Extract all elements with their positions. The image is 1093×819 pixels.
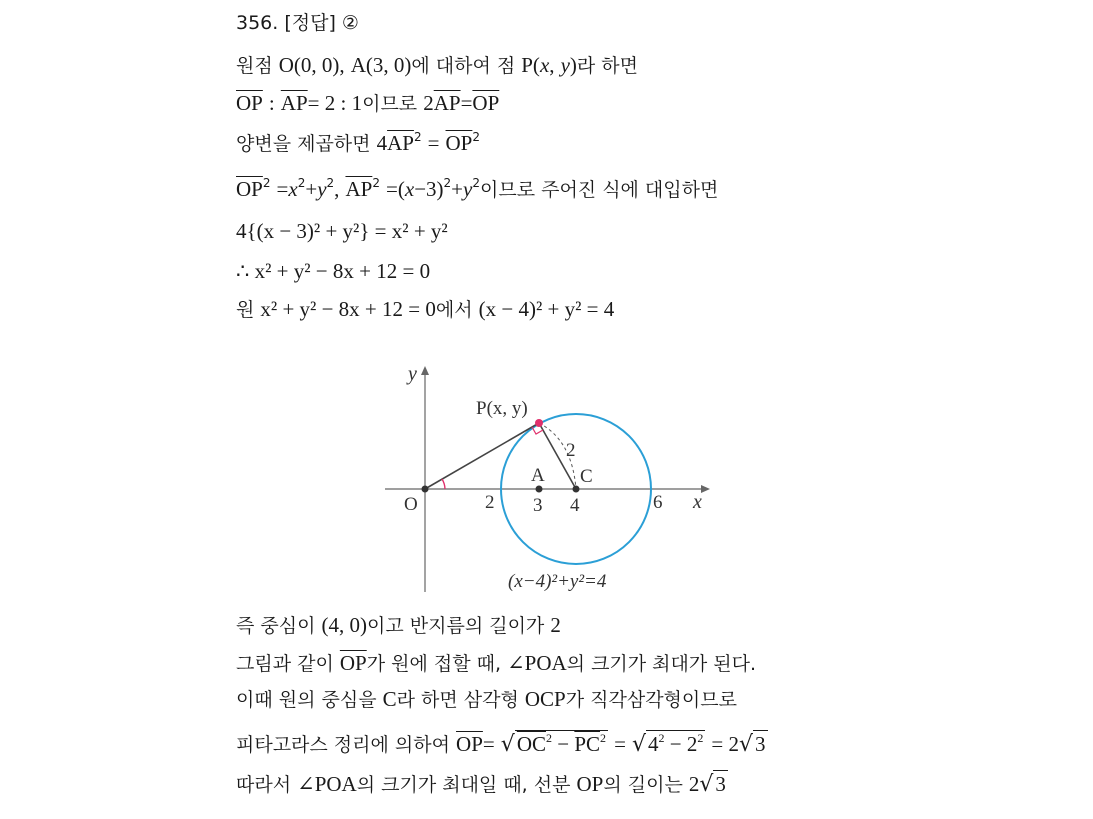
line-10: 이때 원의 중심을 C라 하면 삼각형 OCP가 직각삼각형이므로 [236,687,737,711]
label-y: y [408,363,417,385]
circle-figure [380,360,720,600]
tick-6: 6 [653,492,663,513]
circle-equation: (x−4)²+y²=4 [508,571,607,592]
angle-mark [442,479,445,489]
line-3: 양변을 제곱하면 $4\overline{AP}^2 = \overline{OP}^2$ [236,130,481,155]
point-O [422,486,429,493]
line-4: $\overline{OP}^2 =x^2+y^2$, $\overline{AP}^2 =(x-3)^2+y^2$이므로 주어진 식에 대입하면 [236,176,719,201]
tick-3: 3 [533,495,543,516]
label-x: x [693,491,702,513]
line-1: 원점 O(0, 0), A(3, 0)에 대하여 점 P(x, y)라 하면 [236,53,638,77]
point-P [535,419,543,427]
point-A [536,486,543,493]
line-12: 따라서 ∠POA의 크기가 최대일 때, 선분 OP의 길이는 2√3 [236,772,726,797]
line-7: 원 x² + y² − 8x + 12 = 0에서 (x − 4)² + y² = 4 [236,297,615,321]
label-O: O [404,494,418,515]
line-9: 그림과 같이 $\overline{OP}$가 원에 접할 때, ∠POA의 크기가 최대가 된다. [236,651,757,675]
label-C: C [580,466,593,487]
line-6: ∴ x² + y² − 8x + 12 = 0 [236,259,431,283]
line-8: 즉 중심이 (4, 0)이고 반지름의 길이가 2 [236,613,561,637]
label-A: A [531,465,545,486]
label-P: P(x, y) [476,398,528,419]
answer-header: 356. [정답] ② [236,12,359,34]
line-2: $\overline{OP}$ : $\overline{AP}= 2$ : 1이므로 $2\overline{AP}=\overline{OP}$ [236,91,500,115]
point-C [573,486,580,493]
tick-2: 2 [485,492,495,513]
line-5: 4{(x − 3)² + y²} = x² + y² [236,219,448,243]
label-radius: 2 [566,440,576,461]
x-axis-arrow [701,485,710,493]
y-axis-arrow [421,366,429,375]
tick-4: 4 [570,495,580,516]
line-11: 피타고라스 정리에 의하여 $\overline{OP}= √OC^2 - \overline{PC}^2 = √4^2 - 2^2 = 2√3$ [236,731,766,757]
